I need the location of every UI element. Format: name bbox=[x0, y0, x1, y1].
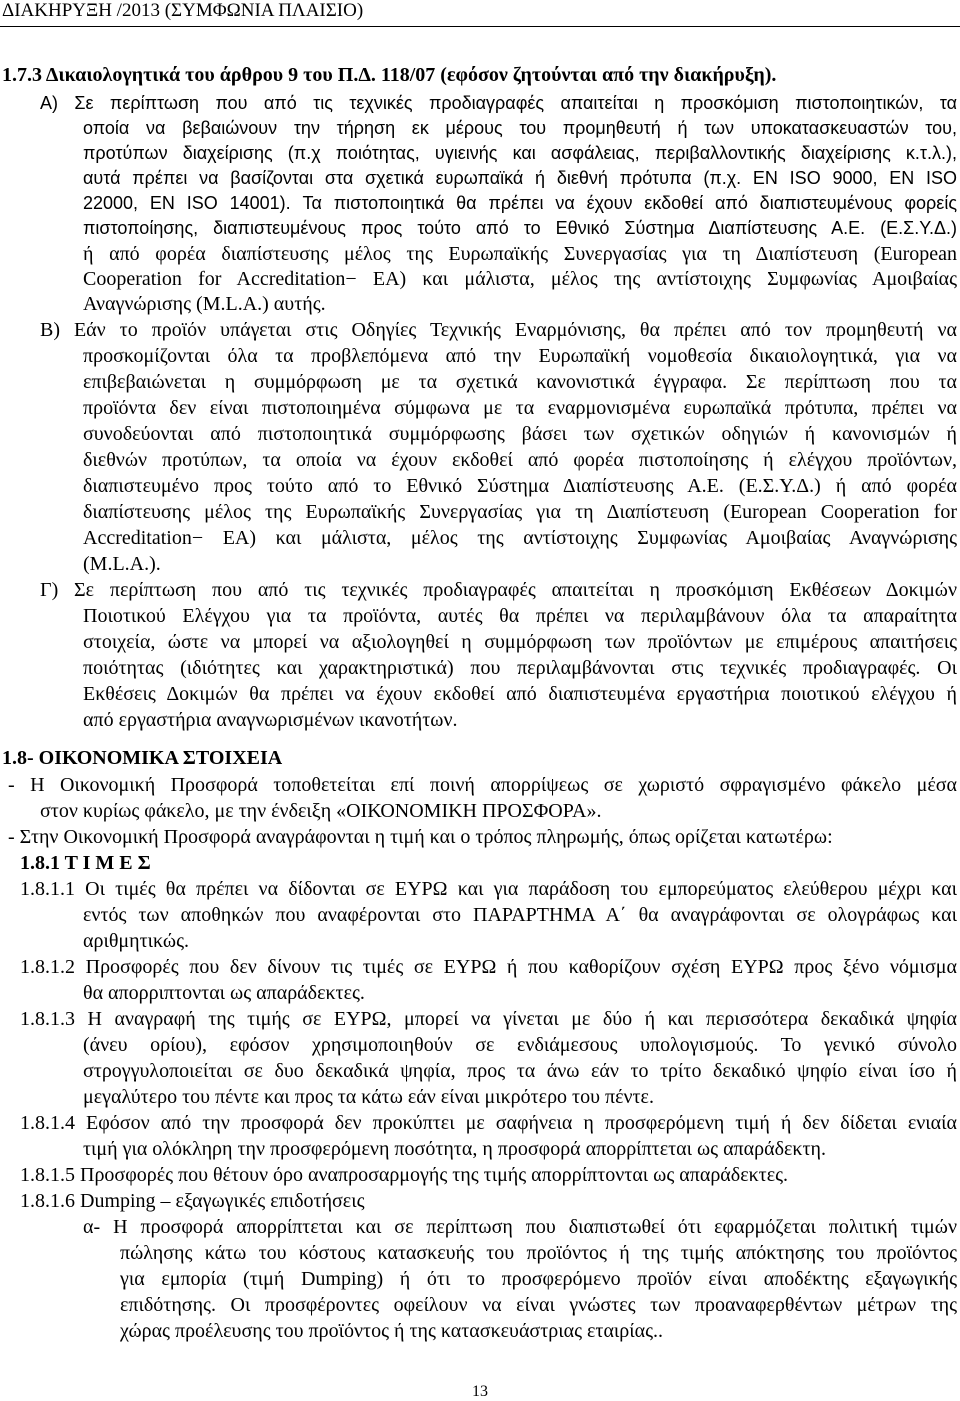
subsection-1-8-1-heading: 1.8.1 Τ Ι Μ Ε Σ bbox=[20, 852, 151, 874]
paragraph-line: διεθνών προτύπων, τα οποία να έχουν εκδοθεί από φορέα πιστοποίησης ή ελέγχου προϊόντων, bbox=[83, 449, 957, 471]
paragraph-line: (M.L.A.). bbox=[83, 553, 161, 575]
item-line: 1.8.1.3 Η αναγραφή της τιμής σε ΕΥΡΩ, μπορεί να γίνεται με δύο ή και περισσότερα δεκαδικά ψηφία bbox=[20, 1008, 957, 1030]
alpha-line: επιδότησης. Οι προσφέροντες οφείλουν να είναι γνώστες των προαναφερθέντων μέτρων της bbox=[120, 1294, 957, 1316]
paragraph-line: προϊόντα δεν είναι πιστοποιημένα σύμφωνα με τα εναρμονισμένα ευρωπαϊκά πρότυπα, πρέπει να bbox=[83, 397, 957, 419]
item-line: τιμή για ολόκληρη την προσφερόμενη ποσότητα, η προσφορά απορρίπτεται ως απαράδεκτη. bbox=[83, 1138, 826, 1160]
item-line: 1.8.1.4 Εφόσον από την προσφορά δεν προκύπτει με σαφήνεια η προσφερόμενη τιμή ή δεν δίδεται ενιαία bbox=[20, 1112, 957, 1134]
paragraph-line: Αναγνώρισης (M.L.A.) αυτής. bbox=[83, 293, 326, 315]
alpha-line: χώρας προέλευσης του προϊόντος ή της κατασκευάστριας εταιρίας.. bbox=[120, 1320, 664, 1342]
item-line: θα απορριπτονται ως απαράδεκτες. bbox=[83, 982, 365, 1004]
section-1-7-3-heading: 1.7.3 Δικαιολογητικά του άρθρου 9 του Π.Δ. 118/07 (εφόσον ζητούνται από την διακήρυξη). bbox=[2, 64, 777, 86]
paragraph-line: προτύπων διαχείρισης (π.χ ποιότητας, υγιεινής και ασφάλειας, περιβαλλοντικής διαχείρισης κ.τ.λ.), bbox=[83, 143, 957, 163]
item-line: μεγαλύτερο του πέντε και προς τα κάτω εάν είναι μικρότερο του πέντε. bbox=[83, 1086, 654, 1108]
item-line: εντός των αποθηκών που αναφέρονται στο ΠΑΡΑΡΤΗΜΑ Α΄ θα αναγράφονται σε ολογράφως και bbox=[83, 904, 957, 926]
paragraph-line: διαπιστευμένο προς τούτο από το Εθνικό Σύστημα Διαπίστευσης Α.Ε. (Ε.Σ.Υ.Δ.) ή από φορέα bbox=[83, 475, 957, 497]
item-line: (άνευ ορίου), εφόσον χρησιμοποιηθούν σε ενδιάμεσους υπολογισμούς. Το γενικό σύνολο bbox=[83, 1034, 957, 1056]
paragraph-line: Β) Εάν το προϊόν υπάγεται στις Οδηγίες Τεχνικής Εναρμόνισης, θα πρέπει από τον προμηθευτή να bbox=[40, 319, 957, 341]
paragraph-line: επιβεβαιώνεται η συμμόρφωση με τα σχετικά κανονιστικά έγγραφα. Σε περίπτωση που τα bbox=[83, 371, 957, 393]
paragraph-line: διαπίστευσης μέλος της Ευρωπαϊκής Συνεργασίας για τη Διαπίστευση (European Cooperation for bbox=[83, 501, 957, 523]
paragraph-line: Εκθέσεις Δοκιμών θα πρέπει να έχουν εκδοθεί από διαπιστευμένα εργαστήρια ποιοτικού ελέγχου ή bbox=[83, 683, 957, 705]
section-1-8-heading: 1.8- ΟΙΚΟΝΟΜΙΚΑ ΣΤΟΙΧΕΙΑ bbox=[2, 747, 283, 769]
paragraph-line: προσκομίζονται όλα τα προβλεπόμενα από την Ευρωπαϊκή νομοθεσία δικαιολογητικά, για να bbox=[83, 345, 957, 367]
paragraph-line: 22000, EN ISO 14001). Τα πιστοποιητικά θα πρέπει να έχουν εκδοθεί από διαπιστευμένους φορείς bbox=[83, 193, 957, 213]
paragraph-line: αυτά πρέπει να βασίζονται στα σχετικά ευρωπαϊκά ή διεθνή πρότυπα (π.χ. EN ISO 9000, EN ISO bbox=[83, 168, 957, 188]
item-line: 1.8.1.6 Dumping – εξαγωγικές επιδοτήσεις bbox=[20, 1190, 365, 1212]
bullet-line: - Στην Οικονομική Προσφορά αναγράφονται η τιμή και ο τρόπος πληρωμής, όπως ορίζεται κατωτέρω: bbox=[8, 826, 833, 848]
paragraph-line: Ποιοτικού Ελέγχου για τα προϊόντα, αυτές θα πρέπει να περιλαμβάνουν όλα τα απαραίτητα bbox=[83, 605, 957, 627]
paragraph-line: ή από φορέα διαπίστευσης μέλος της Ευρωπαϊκής Συνεργασίας για τη Διαπίστευση (European bbox=[83, 243, 957, 265]
paragraph-line: Cooperation for Accreditation− EA) και μάλιστα, μέλος της αντίστοιχης Συμφωνίας Αμοιβαίας bbox=[83, 268, 957, 290]
paragraph-line: οποία να βεβαιώνουν την τήρηση εκ μέρους του προμηθευτή ή των υποκατασκευαστών του, bbox=[83, 118, 957, 138]
bullet-line: - Η Οικονομική Προσφορά τοποθετείται επί ποινή απορρίψεως σε χωριστό σφραγισμένο φάκελο μέσα bbox=[8, 774, 957, 796]
paragraph-line: Α) Σε περίπτωση που από τις τεχνικές προδιαγραφές απαιτείται η προσκόμιση πιστοποιητικών, τα bbox=[40, 93, 957, 113]
item-line: 1.8.1.5 Προσφορές που θέτουν όρο αναπροσαρμογής της τιμής απορρίπτονται ως απαράδεκτες. bbox=[20, 1164, 789, 1186]
paragraph-line: από εργαστήρια αναγνωρισμένων ικανοτήτων. bbox=[83, 709, 458, 731]
paragraph-line: πιστοποίησης, διαπιστευμένους προς τούτο από το Εθνικό Σύστημα Διαπίστευσης Α.Ε. (Ε.Σ.Υ.Δ.) bbox=[83, 218, 957, 238]
paragraph-line: Γ) Σε περίπτωση που από τις τεχνικές προδιαγραφές απαιτείται η προσκόμιση Εκθέσεων Δοκιμών bbox=[40, 579, 957, 601]
alpha-line: α- Η προσφορά απορρίπτεται και σε περίπτωση που διαπιστωθεί ότι εφαρμόζεται πολιτική τιμών bbox=[83, 1216, 957, 1238]
item-line: 1.8.1.1 Οι τιμές θα πρέπει να δίδονται σε ΕΥΡΩ και για παράδοση του εμπορεύματος ελεύθερου μέχρι και bbox=[20, 878, 957, 900]
paragraph-line: στοιχεία, ώστε να μπορεί να αξιολογηθεί η συμμόρφωση των προϊόντων με επιμέρους απαιτήσεις bbox=[83, 631, 957, 653]
page-number: 13 bbox=[472, 1383, 488, 1400]
document-header: ΔΙΑΚΗΡΥΞΗ /2013 (ΣΥΜΦΩΝΙΑ ΠΛΑΙΣΙΟ) bbox=[2, 0, 364, 21]
bullet-line: στον κυρίως φάκελο, με την ένδειξη «ΟΙΚΟΝΟΜΙΚΗ ΠΡΟΣΦΟΡΑ». bbox=[40, 800, 602, 822]
item-line: στρογγυλοποιείται σε δυο δεκαδικά ψηφία, προς τα άνω εάν το τρίτο δεκαδικό ψηφίο είναι ίσο ή bbox=[83, 1060, 957, 1082]
paragraph-line: συνοδεύονται από πιστοποιητικά συμμόρφωσης βάσει των σχετικών οδηγιών ή κανονισμών ή bbox=[83, 423, 957, 445]
item-line: 1.8.1.2 Προσφορές που δεν δίνουν τις τιμές σε ΕΥΡΩ ή που καθορίζουν σχέση ΕΥΡΩ προς ξένο νόμισμα bbox=[20, 956, 957, 978]
alpha-line: πώλησης κάτω του κόστους κατασκευής του προϊόντος ή της τιμής απόκτησης του προϊόντος bbox=[120, 1242, 957, 1264]
alpha-line: για εμπορία (τιμή Dumping) ή ότι το προσφερόμενο προϊόν είναι αποδέκτης εξαγωγικής bbox=[120, 1268, 957, 1290]
paragraph-line: ποιότητας (ιδιότητες και χαρακτηριστικά) που περιλαμβάνονται στις τεχνικές προδιαγραφές. Οι bbox=[83, 657, 957, 679]
paragraph-line: Accreditation− EA) και μάλιστα, μέλος της αντίστοιχης Συμφωνίας Αμοιβαίας Αναγνώρισης bbox=[83, 527, 957, 549]
header-divider bbox=[0, 26, 960, 27]
item-line: αριθμητικώς. bbox=[83, 930, 190, 952]
